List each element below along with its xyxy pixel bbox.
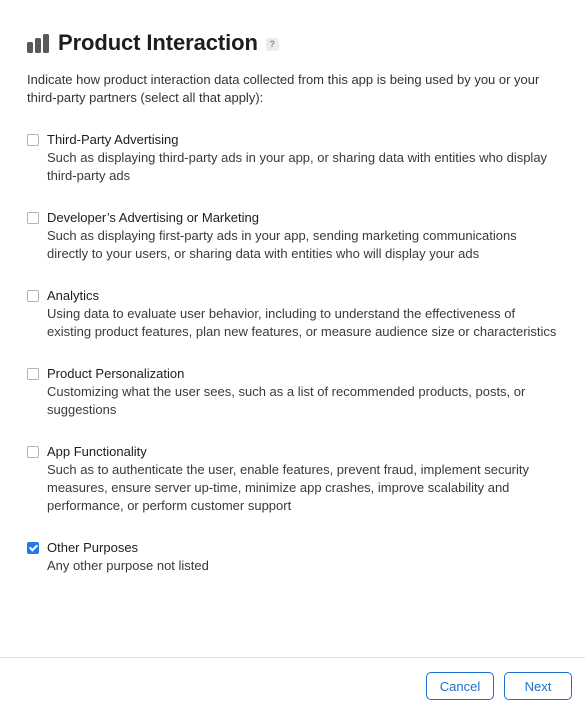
- bar-chart-icon: [27, 33, 49, 53]
- option-analytics: [27, 287, 557, 341]
- option-title: Analytics: [47, 288, 100, 303]
- option-developers-advertising: [27, 209, 557, 263]
- option-other-purposes: [27, 539, 557, 575]
- option-app-functionality: [27, 443, 557, 515]
- checkbox-product-personalization[interactable]: [27, 368, 39, 380]
- page-title: Product Interaction: [58, 30, 258, 55]
- next-button[interactable]: Next: [504, 672, 572, 700]
- option-description: Such as displaying first-party ads in your app, sending marketing communications directly to your users, or sharing data with entities who will display your ads: [47, 228, 517, 261]
- dialog-footer: [426, 672, 572, 700]
- checkbox-third-party-advertising[interactable]: [27, 134, 39, 146]
- checkbox-other-purposes[interactable]: [27, 542, 39, 554]
- checkbox-app-functionality[interactable]: [27, 446, 39, 458]
- option-description: Customizing what the user sees, such as a list of recommended products, posts, or suggestions: [47, 384, 526, 417]
- option-product-personalization: [27, 365, 557, 419]
- checkbox-analytics[interactable]: [27, 290, 39, 302]
- option-title: Developer’s Advertising or Marketing: [47, 210, 259, 225]
- help-icon[interactable]: ?: [266, 38, 279, 51]
- intro-text: Indicate how product interaction data collected from this app is being used by you or your third-party partners (select all that apply):: [27, 72, 540, 105]
- cancel-button[interactable]: Cancel: [426, 672, 494, 700]
- option-title: App Functionality: [47, 444, 147, 459]
- option-title: Product Personalization: [47, 366, 185, 381]
- page-header: [27, 30, 279, 56]
- option-third-party-advertising: [27, 131, 557, 185]
- purpose-options-list: [27, 131, 557, 599]
- option-title: Third-Party Advertising: [47, 132, 179, 147]
- footer-divider: [0, 657, 585, 658]
- option-title: Other Purposes: [47, 540, 139, 555]
- option-description: Any other purpose not listed: [47, 558, 209, 573]
- option-description: Using data to evaluate user behavior, including to understand the effectiveness of existing product features, plan new features, or measure audience size or characteristics: [47, 306, 557, 339]
- option-description: Such as displaying third-party ads in your app, or sharing data with entities who display third-party ads: [47, 150, 548, 183]
- checkbox-developers-advertising[interactable]: [27, 212, 39, 224]
- option-description: Such as to authenticate the user, enable features, prevent fraud, implement security measures, ensure server up-time, minimize app crashes, improve scalability and performance, or perform customer support: [47, 462, 530, 513]
